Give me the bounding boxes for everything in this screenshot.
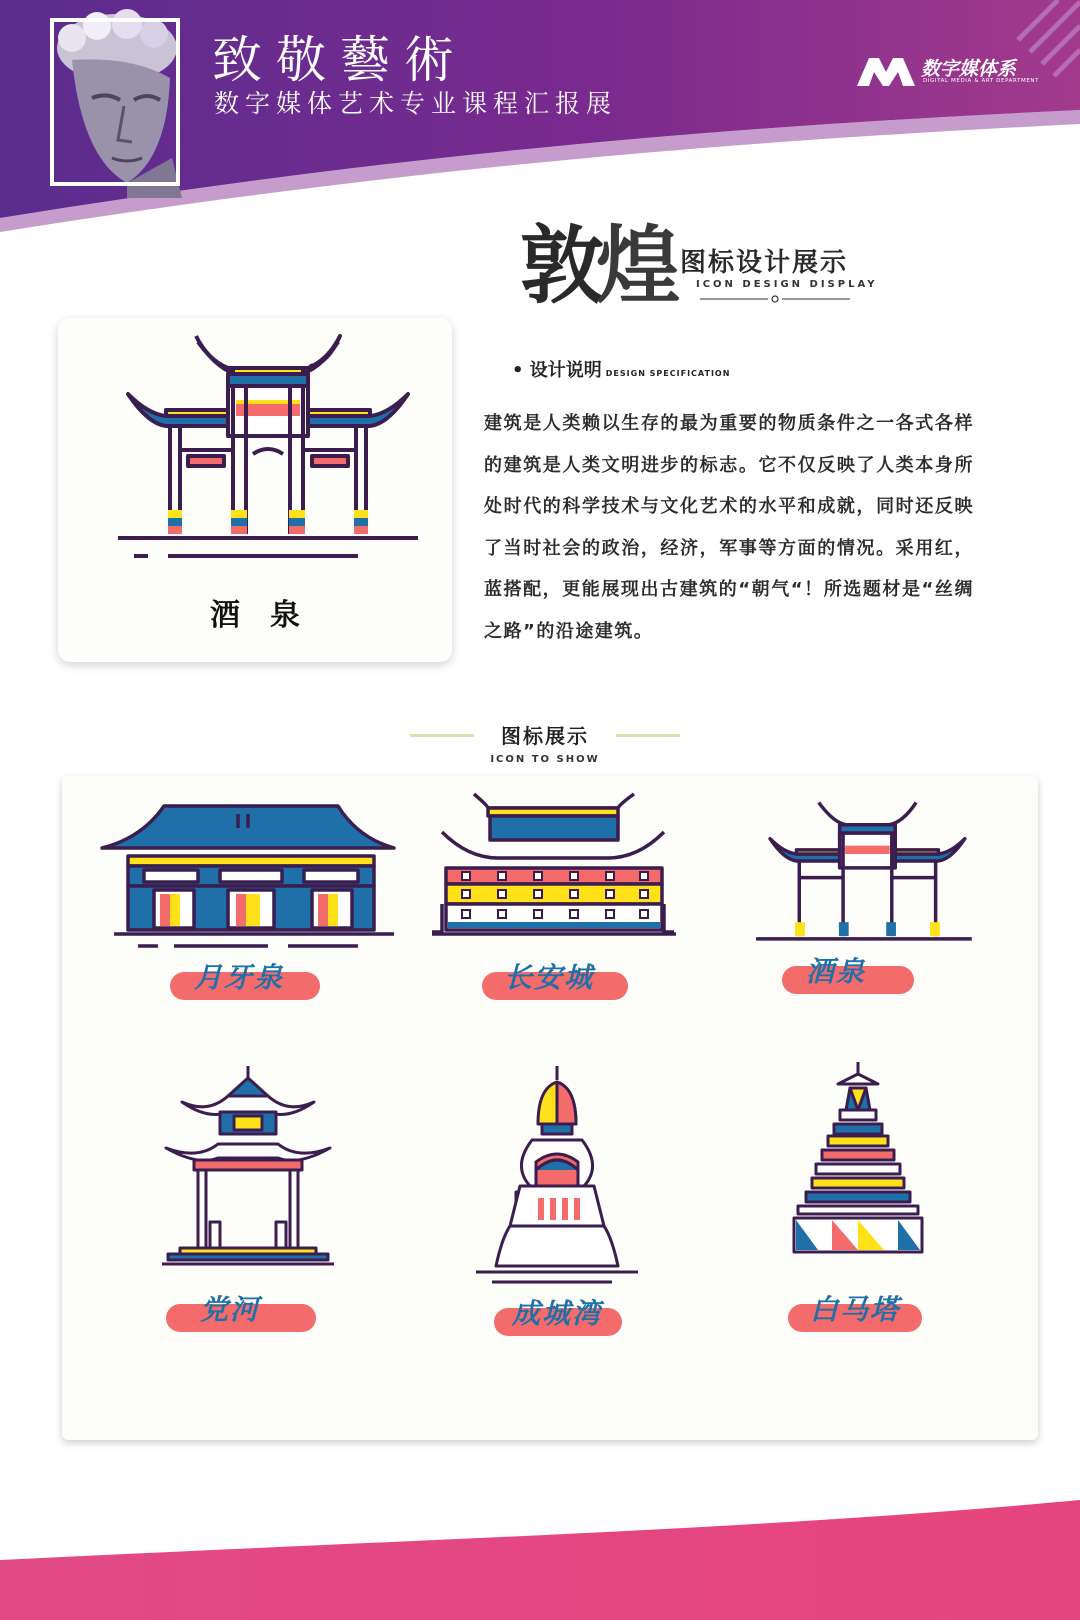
icon-show-title-en: ICON TO SHOW (490, 754, 600, 765)
icon-item (472, 1066, 642, 1330)
pagoda-icon (788, 1062, 928, 1282)
memorial-archway-icon (88, 324, 418, 594)
page-subtitle: 数字媒体艺术专业课程汇报展 (214, 89, 618, 118)
icon-item (98, 804, 408, 994)
icon-label: 白马塔 (810, 1293, 901, 1326)
icon-item (788, 1062, 928, 1326)
icon-label: 成城湾 (512, 1297, 603, 1330)
design-description: 建筑是人类赖以生存的最为重要的物质条件之一各式各样的建筑是人类文明进步的标志。它不仅反映了人类本身所处时代的科学技术与文化艺术的水平和成就，同时还反映了当时社会的政治，经济，军事等方面的情况。采用红，蓝搭配，更能展现出古建筑的“朝气“！所选题材是“丝绸之路”的沿途建筑。 (484, 413, 974, 642)
feature-card (58, 318, 452, 662)
title-char-huang: 煌 (596, 217, 673, 315)
icon-item (428, 792, 678, 992)
icon-label: 长安城 (504, 961, 595, 994)
title-underline (700, 294, 850, 304)
design-heading-cn: • 设计说明 (512, 360, 602, 381)
brand-name-en: DIGITAL MEDIA & ART DEPARTMENT (923, 78, 1040, 84)
statue-frame (50, 18, 180, 186)
icon-grid-card (62, 776, 1038, 1440)
icon-item (742, 790, 972, 990)
icon-item (158, 1066, 338, 1326)
icon-show-heading (410, 720, 680, 770)
design-heading (512, 356, 730, 382)
pavilion-icon (158, 1066, 338, 1276)
city-wall-icon (428, 792, 678, 952)
section-title-cn: 图标设计展示 (680, 248, 849, 278)
stupa-icon (472, 1066, 642, 1296)
section-title-en: ICON DESIGN DISPLAY (696, 279, 878, 290)
icon-label: 党河 (200, 1293, 261, 1326)
design-heading-en: DESIGN SPECIFICATION (605, 369, 731, 378)
brand-m-icon (855, 54, 917, 88)
footer-banner (0, 1500, 1080, 1620)
icon-show-title: 图标展示 (501, 724, 589, 748)
page-title: 致敬藝術 (212, 31, 468, 89)
icon-label: 酒泉 (806, 955, 867, 988)
feature-label: 酒泉 (210, 598, 330, 633)
title-char-dun: 敦 (520, 217, 597, 315)
icon-label: 月牙泉 (194, 961, 285, 994)
brand-name: 数字媒体系 (921, 58, 1017, 80)
section-title (520, 217, 900, 324)
section-title-big (520, 217, 673, 315)
decorative-stripes (1008, 0, 1080, 80)
temple-hall-icon (98, 804, 408, 964)
memorial-archway-icon (742, 790, 972, 950)
